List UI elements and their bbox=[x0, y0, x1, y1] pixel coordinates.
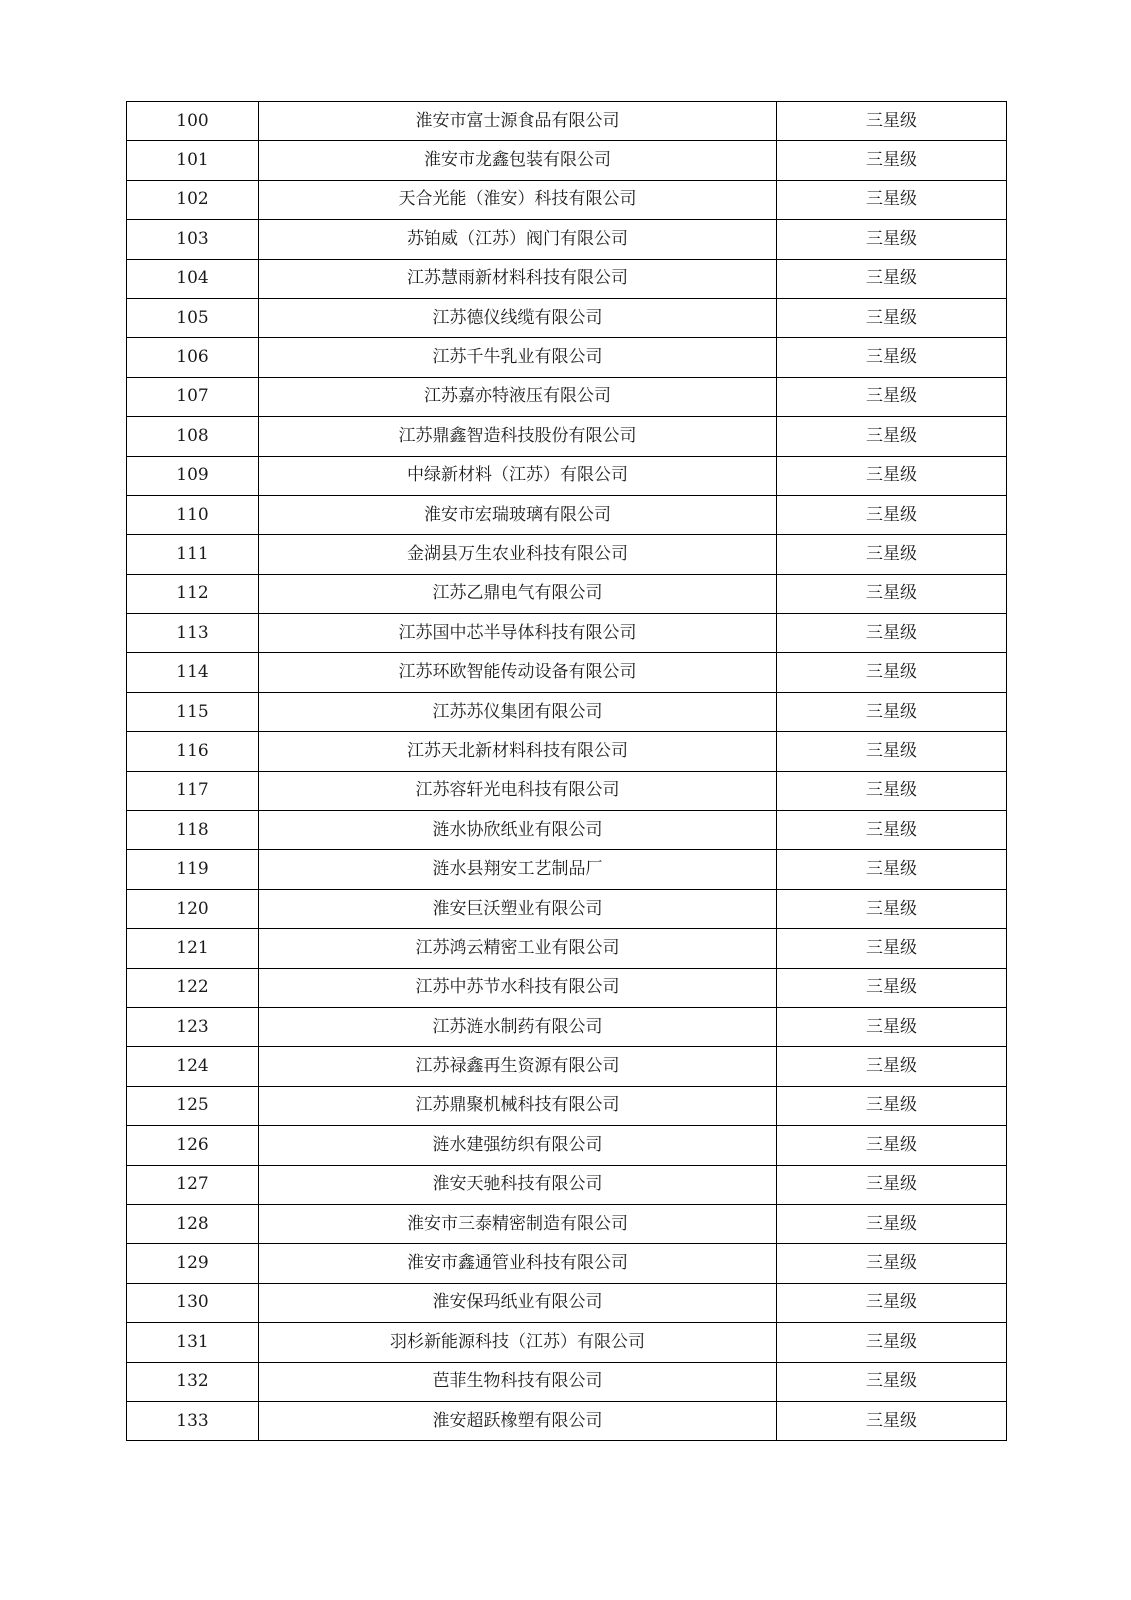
rating-level-cell: 三星级 bbox=[777, 1165, 1007, 1204]
row-number-cell: 130 bbox=[127, 1283, 259, 1322]
company-name-cell: 淮安市鑫通管业科技有限公司 bbox=[259, 1244, 777, 1283]
rating-level-cell: 三星级 bbox=[777, 259, 1007, 298]
row-number-cell: 104 bbox=[127, 259, 259, 298]
company-name-cell: 江苏鼎聚机械科技有限公司 bbox=[259, 1086, 777, 1125]
rating-level-cell: 三星级 bbox=[777, 1047, 1007, 1086]
company-name-cell: 苏铂威（江苏）阀门有限公司 bbox=[259, 220, 777, 259]
company-name-cell: 淮安市富士源食品有限公司 bbox=[259, 102, 777, 141]
row-number-cell: 126 bbox=[127, 1126, 259, 1165]
table-row bbox=[127, 1401, 1007, 1440]
row-number-cell: 124 bbox=[127, 1047, 259, 1086]
table-row bbox=[127, 1283, 1007, 1322]
table-row bbox=[127, 1165, 1007, 1204]
rating-level-cell: 三星级 bbox=[777, 1362, 1007, 1401]
row-number-cell: 101 bbox=[127, 141, 259, 180]
table-row bbox=[127, 338, 1007, 377]
table-row bbox=[127, 653, 1007, 692]
table-row bbox=[127, 220, 1007, 259]
company-name-cell: 淮安保玛纸业有限公司 bbox=[259, 1283, 777, 1322]
row-number-cell: 115 bbox=[127, 692, 259, 731]
company-name-cell: 淮安巨沃塑业有限公司 bbox=[259, 889, 777, 928]
row-number-cell: 105 bbox=[127, 298, 259, 337]
rating-level-cell: 三星级 bbox=[777, 574, 1007, 613]
table-row bbox=[127, 968, 1007, 1007]
rating-level-cell: 三星级 bbox=[777, 1323, 1007, 1362]
table-row bbox=[127, 259, 1007, 298]
rating-level-cell: 三星级 bbox=[777, 889, 1007, 928]
row-number-cell: 122 bbox=[127, 968, 259, 1007]
row-number-cell: 108 bbox=[127, 417, 259, 456]
row-number-cell: 111 bbox=[127, 535, 259, 574]
table-row bbox=[127, 456, 1007, 495]
rating-level-cell: 三星级 bbox=[777, 771, 1007, 810]
company-name-cell: 芭菲生物科技有限公司 bbox=[259, 1362, 777, 1401]
table-row bbox=[127, 377, 1007, 416]
table-row bbox=[127, 1126, 1007, 1165]
company-name-cell: 淮安天驰科技有限公司 bbox=[259, 1165, 777, 1204]
rating-level-cell: 三星级 bbox=[777, 298, 1007, 337]
rating-level-cell: 三星级 bbox=[777, 732, 1007, 771]
table-row bbox=[127, 1047, 1007, 1086]
table-row bbox=[127, 141, 1007, 180]
company-name-cell: 江苏乙鼎电气有限公司 bbox=[259, 574, 777, 613]
row-number-cell: 109 bbox=[127, 456, 259, 495]
rating-level-cell: 三星级 bbox=[777, 850, 1007, 889]
rating-level-cell: 三星级 bbox=[777, 811, 1007, 850]
table-row bbox=[127, 929, 1007, 968]
rating-level-cell: 三星级 bbox=[777, 1126, 1007, 1165]
table-row bbox=[127, 1362, 1007, 1401]
row-number-cell: 127 bbox=[127, 1165, 259, 1204]
company-name-cell: 涟水建强纺织有限公司 bbox=[259, 1126, 777, 1165]
rating-level-cell: 三星级 bbox=[777, 377, 1007, 416]
row-number-cell: 118 bbox=[127, 811, 259, 850]
company-name-cell: 淮安超跃橡塑有限公司 bbox=[259, 1401, 777, 1440]
row-number-cell: 116 bbox=[127, 732, 259, 771]
row-number-cell: 103 bbox=[127, 220, 259, 259]
company-name-cell: 涟水协欣纸业有限公司 bbox=[259, 811, 777, 850]
table-row bbox=[127, 811, 1007, 850]
rating-level-cell: 三星级 bbox=[777, 1244, 1007, 1283]
rating-level-cell: 三星级 bbox=[777, 456, 1007, 495]
row-number-cell: 112 bbox=[127, 574, 259, 613]
company-name-cell: 江苏德仪线缆有限公司 bbox=[259, 298, 777, 337]
rating-level-cell: 三星级 bbox=[777, 102, 1007, 141]
table-row bbox=[127, 771, 1007, 810]
company-name-cell: 江苏苏仪集团有限公司 bbox=[259, 692, 777, 731]
company-name-cell: 江苏鸿云精密工业有限公司 bbox=[259, 929, 777, 968]
rating-level-cell: 三星级 bbox=[777, 220, 1007, 259]
rating-level-cell: 三星级 bbox=[777, 692, 1007, 731]
table-row bbox=[127, 732, 1007, 771]
table-row bbox=[127, 180, 1007, 219]
table-row bbox=[127, 417, 1007, 456]
row-number-cell: 119 bbox=[127, 850, 259, 889]
company-name-cell: 涟水县翔安工艺制品厂 bbox=[259, 850, 777, 889]
company-name-cell: 江苏嘉亦特液压有限公司 bbox=[259, 377, 777, 416]
company-name-cell: 江苏环欧智能传动设备有限公司 bbox=[259, 653, 777, 692]
table-row bbox=[127, 535, 1007, 574]
rating-level-cell: 三星级 bbox=[777, 338, 1007, 377]
table-row bbox=[127, 1204, 1007, 1243]
company-rating-table bbox=[126, 101, 1007, 1441]
row-number-cell: 123 bbox=[127, 1007, 259, 1046]
table-row bbox=[127, 574, 1007, 613]
company-name-cell: 江苏容轩光电科技有限公司 bbox=[259, 771, 777, 810]
row-number-cell: 125 bbox=[127, 1086, 259, 1125]
table-row bbox=[127, 495, 1007, 534]
row-number-cell: 107 bbox=[127, 377, 259, 416]
rating-level-cell: 三星级 bbox=[777, 968, 1007, 1007]
company-name-cell: 天合光能（淮安）科技有限公司 bbox=[259, 180, 777, 219]
rating-level-cell: 三星级 bbox=[777, 1086, 1007, 1125]
table-row bbox=[127, 692, 1007, 731]
rating-level-cell: 三星级 bbox=[777, 614, 1007, 653]
table-row bbox=[127, 298, 1007, 337]
rating-level-cell: 三星级 bbox=[777, 495, 1007, 534]
company-name-cell: 淮安市三泰精密制造有限公司 bbox=[259, 1204, 777, 1243]
rating-level-cell: 三星级 bbox=[777, 1401, 1007, 1440]
table-row bbox=[127, 1007, 1007, 1046]
company-name-cell: 淮安市龙鑫包装有限公司 bbox=[259, 141, 777, 180]
table-row bbox=[127, 850, 1007, 889]
row-number-cell: 100 bbox=[127, 102, 259, 141]
row-number-cell: 117 bbox=[127, 771, 259, 810]
row-number-cell: 131 bbox=[127, 1323, 259, 1362]
rating-level-cell: 三星级 bbox=[777, 1204, 1007, 1243]
row-number-cell: 106 bbox=[127, 338, 259, 377]
table-row bbox=[127, 1244, 1007, 1283]
company-name-cell: 江苏涟水制药有限公司 bbox=[259, 1007, 777, 1046]
rating-level-cell: 三星级 bbox=[777, 535, 1007, 574]
row-number-cell: 114 bbox=[127, 653, 259, 692]
table-row bbox=[127, 614, 1007, 653]
row-number-cell: 102 bbox=[127, 180, 259, 219]
company-name-cell: 羽杉新能源科技（江苏）有限公司 bbox=[259, 1323, 777, 1362]
rating-level-cell: 三星级 bbox=[777, 417, 1007, 456]
company-name-cell: 江苏千牛乳业有限公司 bbox=[259, 338, 777, 377]
row-number-cell: 133 bbox=[127, 1401, 259, 1440]
company-name-cell: 淮安市宏瑞玻璃有限公司 bbox=[259, 495, 777, 534]
company-name-cell: 江苏中苏节水科技有限公司 bbox=[259, 968, 777, 1007]
row-number-cell: 110 bbox=[127, 495, 259, 534]
table-row bbox=[127, 889, 1007, 928]
company-name-cell: 江苏禄鑫再生资源有限公司 bbox=[259, 1047, 777, 1086]
table-row bbox=[127, 1086, 1007, 1125]
company-name-cell: 中绿新材料（江苏）有限公司 bbox=[259, 456, 777, 495]
company-name-cell: 江苏天北新材料科技有限公司 bbox=[259, 732, 777, 771]
row-number-cell: 121 bbox=[127, 929, 259, 968]
company-name-cell: 江苏慧雨新材料科技有限公司 bbox=[259, 259, 777, 298]
rating-level-cell: 三星级 bbox=[777, 180, 1007, 219]
rating-level-cell: 三星级 bbox=[777, 1283, 1007, 1322]
company-name-cell: 江苏国中芯半导体科技有限公司 bbox=[259, 614, 777, 653]
rating-level-cell: 三星级 bbox=[777, 653, 1007, 692]
table-body bbox=[127, 102, 1007, 1441]
row-number-cell: 113 bbox=[127, 614, 259, 653]
company-name-cell: 金湖县万生农业科技有限公司 bbox=[259, 535, 777, 574]
table-row bbox=[127, 102, 1007, 141]
rating-level-cell: 三星级 bbox=[777, 1007, 1007, 1046]
row-number-cell: 132 bbox=[127, 1362, 259, 1401]
company-name-cell: 江苏鼎鑫智造科技股份有限公司 bbox=[259, 417, 777, 456]
table-row bbox=[127, 1323, 1007, 1362]
rating-level-cell: 三星级 bbox=[777, 929, 1007, 968]
row-number-cell: 129 bbox=[127, 1244, 259, 1283]
row-number-cell: 120 bbox=[127, 889, 259, 928]
rating-level-cell: 三星级 bbox=[777, 141, 1007, 180]
row-number-cell: 128 bbox=[127, 1204, 259, 1243]
